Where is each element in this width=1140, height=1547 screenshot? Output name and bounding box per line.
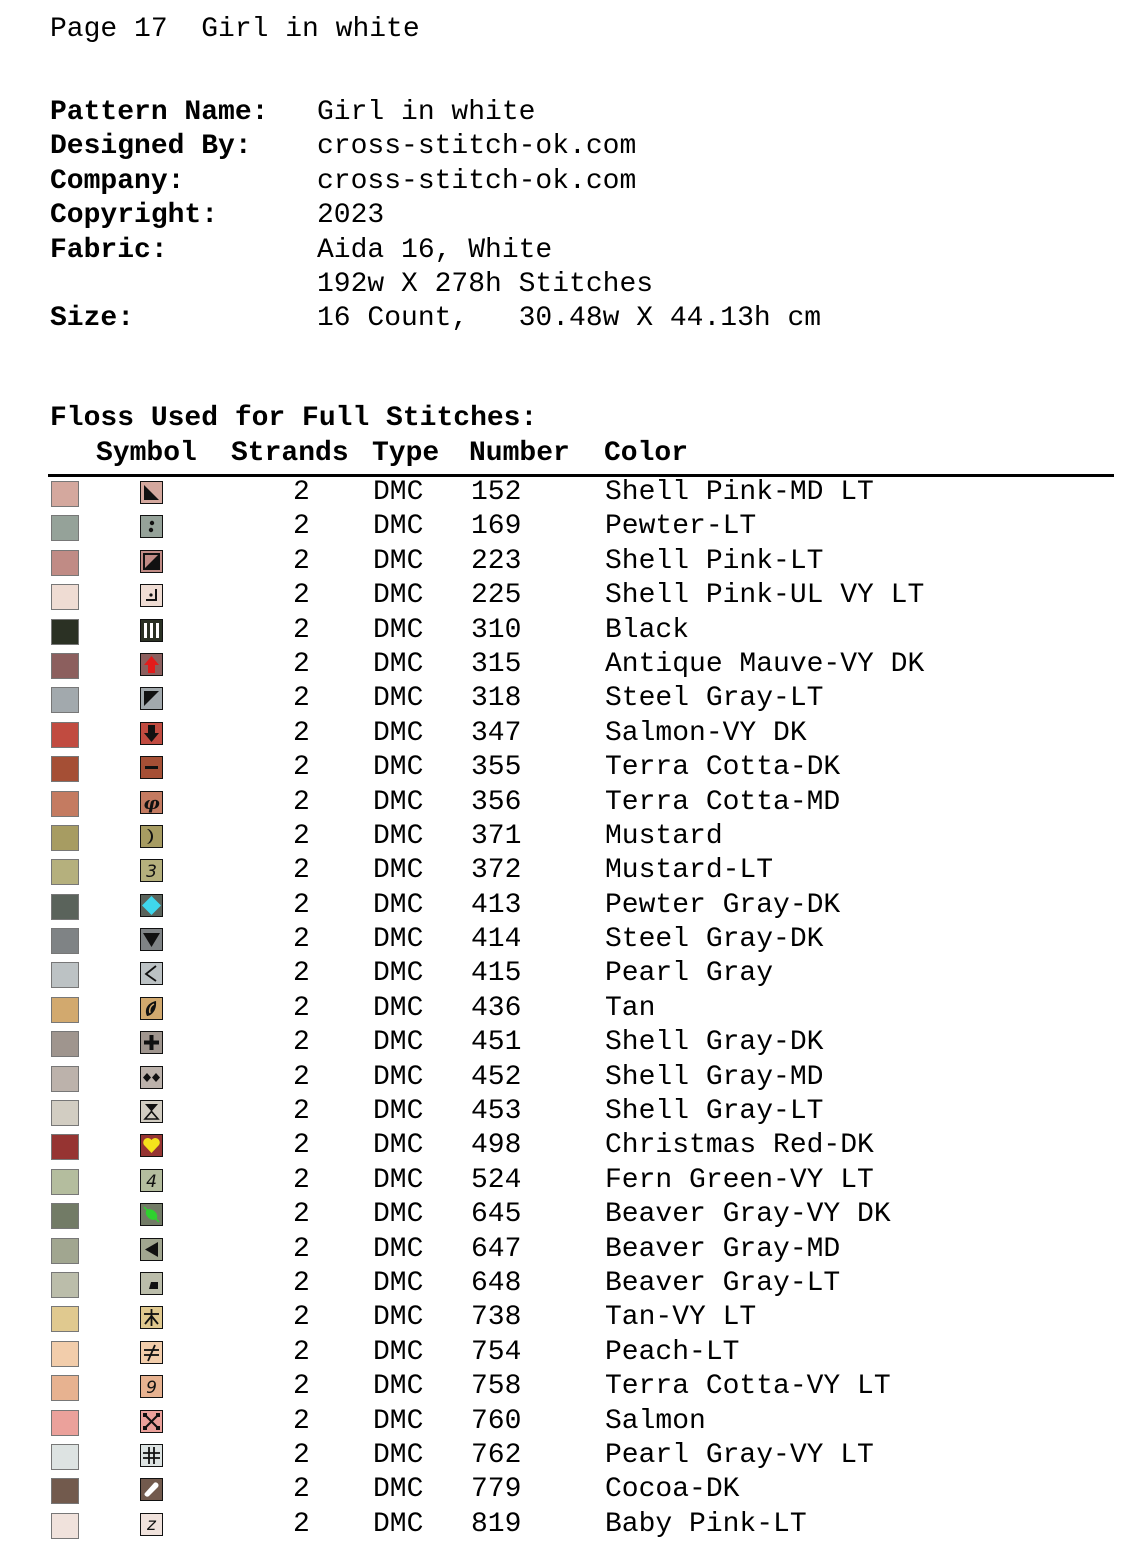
color-name-cell: Salmon (605, 1405, 706, 1437)
floss-row (0, 1235, 1140, 1269)
strands-cell: 2 (293, 683, 310, 715)
color-name-cell: Terra Cotta-MD (605, 786, 841, 818)
color-name-cell: Cocoa-DK (605, 1474, 740, 1506)
strands-cell: 2 (293, 855, 310, 887)
floss-row (0, 512, 1140, 546)
number-cell: 762 (471, 1439, 522, 1471)
strands-cell: 2 (293, 1336, 310, 1368)
svg-text:3: 3 (146, 862, 157, 882)
diamond-icon (140, 894, 163, 917)
color-name-cell: Baby Pink-LT (605, 1508, 807, 1540)
number-cell: 524 (471, 1164, 522, 1196)
color-name-cell: Peach-LT (605, 1336, 740, 1368)
floss-row (0, 1441, 1140, 1475)
color-name-cell: Terra Cotta-DK (605, 752, 841, 784)
strands-cell: 2 (293, 614, 310, 646)
color-name-cell: Shell Pink-UL VY LT (605, 580, 925, 612)
color-swatch (51, 584, 79, 610)
color-swatch (51, 997, 79, 1023)
type-cell: DMC (373, 717, 424, 749)
less-than-icon (140, 962, 163, 985)
floss-row (0, 1131, 1140, 1165)
hourglass-icon (140, 1100, 163, 1123)
type-cell: DMC (373, 889, 424, 921)
strands-cell: 2 (293, 477, 310, 508)
floss-table (0, 478, 1140, 1544)
floss-row (0, 1475, 1140, 1509)
pattern-info (50, 96, 821, 337)
color-name-cell: Tan (605, 992, 656, 1024)
color-swatch (51, 791, 79, 817)
strands-cell: 2 (293, 820, 310, 852)
green-blob-icon (140, 1203, 163, 1226)
flag-triangle-icon (140, 687, 163, 710)
color-name-cell: Beaver Gray-LT (605, 1267, 841, 1299)
color-name-cell: Black (605, 614, 690, 646)
column-header-symbol: Symbol (96, 438, 197, 469)
strands-cell: 2 (293, 1474, 310, 1506)
number-cell: 760 (471, 1405, 522, 1437)
color-name-cell: Antique Mauve-VY DK (605, 648, 925, 680)
number-cell: 779 (471, 1474, 522, 1506)
color-name-cell: Pewter Gray-DK (605, 889, 841, 921)
color-swatch (51, 1169, 79, 1195)
info-row-copyright (50, 199, 821, 233)
info-label: Fabric: (50, 234, 168, 266)
strands-cell: 2 (293, 1302, 310, 1334)
column-header-strands: Strands (231, 438, 349, 469)
info-value: 16 Count, 30.48w X 44.13h cm (317, 303, 822, 335)
strands-cell: 2 (293, 1405, 310, 1437)
floss-row (0, 753, 1140, 787)
half-square-icon (140, 550, 163, 573)
color-swatch (51, 619, 79, 645)
color-swatch (51, 1272, 79, 1298)
svg-text:φ: φ (143, 792, 160, 813)
color-name-cell: Mustard-LT (605, 855, 774, 887)
type-cell: DMC (373, 614, 424, 646)
color-swatch (51, 481, 79, 507)
floss-row (0, 788, 1140, 822)
strands-cell: 2 (293, 1130, 310, 1162)
floss-row (0, 1028, 1140, 1062)
color-swatch (51, 550, 79, 576)
strands-cell: 2 (293, 1027, 310, 1059)
color-name-cell: Tan-VY LT (605, 1302, 757, 1334)
number-cell: 819 (471, 1508, 522, 1540)
type-cell: DMC (373, 1439, 424, 1471)
svg-text:4: 4 (146, 1171, 157, 1191)
minus-icon (140, 756, 163, 779)
number-cell: 347 (471, 717, 522, 749)
number-cell: 371 (471, 820, 522, 852)
colon-icon (140, 515, 163, 538)
info-row-stitches (50, 268, 821, 302)
floss-row (0, 1407, 1140, 1441)
color-swatch (51, 1134, 79, 1160)
color-swatch (51, 756, 79, 782)
color-swatch (51, 928, 79, 954)
floss-row (0, 925, 1140, 959)
x-dots-icon (140, 1410, 163, 1433)
type-cell: DMC (373, 1302, 424, 1334)
floss-row (0, 547, 1140, 581)
info-label (50, 268, 317, 302)
number-cell: 451 (471, 1027, 522, 1059)
color-swatch (51, 1375, 79, 1401)
number-cell: 738 (471, 1302, 522, 1334)
floss-row (0, 1063, 1140, 1097)
color-swatch (51, 1066, 79, 1092)
number-cell: 413 (471, 889, 522, 921)
floss-row (0, 856, 1140, 890)
not-equal-icon (140, 1341, 163, 1364)
number-cell: 372 (471, 855, 522, 887)
floss-row (0, 891, 1140, 925)
color-name-cell: Mustard (605, 820, 723, 852)
number-cell: 452 (471, 1061, 522, 1093)
type-cell: DMC (373, 1405, 424, 1437)
color-name-cell: Beaver Gray-VY DK (605, 1199, 891, 1231)
floss-row (0, 719, 1140, 753)
floss-row (0, 1200, 1140, 1234)
up-arrow-icon (140, 653, 163, 676)
floss-row (0, 1372, 1140, 1406)
floss-row (0, 1338, 1140, 1372)
hook-icon (140, 584, 163, 607)
plus-icon (140, 1031, 163, 1054)
type-cell: DMC (373, 820, 424, 852)
strands-cell: 2 (293, 545, 310, 577)
color-name-cell: Shell Gray-LT (605, 1096, 824, 1128)
info-row-size (50, 302, 821, 336)
down-arrow-icon (140, 722, 163, 745)
number-cell: 225 (471, 580, 522, 612)
svg-text:9: 9 (146, 1378, 157, 1398)
color-name-cell: Shell Gray-MD (605, 1061, 824, 1093)
column-header-number: Number (469, 438, 570, 469)
crescent-icon (140, 825, 163, 848)
hash-icon (140, 1444, 163, 1467)
strands-cell: 2 (293, 717, 310, 749)
strands-cell: 2 (293, 752, 310, 784)
color-swatch (51, 1513, 79, 1539)
number-cell: 436 (471, 992, 522, 1024)
color-name-cell: Steel Gray-LT (605, 683, 824, 715)
column-header-type: Type (372, 438, 440, 469)
color-name-cell: Pearl Gray-VY LT (605, 1439, 874, 1471)
strands-cell: 2 (293, 1199, 310, 1231)
color-swatch (51, 1444, 79, 1470)
type-cell: DMC (373, 924, 424, 956)
down-triangle-icon (140, 928, 163, 951)
info-value: cross-stitch-ok.com (317, 165, 637, 197)
strands-cell: 2 (293, 992, 310, 1024)
type-cell: DMC (373, 1130, 424, 1162)
type-cell: DMC (373, 545, 424, 577)
info-label: Pattern Name: (50, 97, 269, 128)
floss-section-title: Floss Used for Full Stitches: (50, 403, 538, 434)
color-name-cell: Pewter-LT (605, 511, 757, 543)
heart-icon (140, 1134, 163, 1157)
strands-cell: 2 (293, 1439, 310, 1471)
color-name-cell: Terra Cotta-VY LT (605, 1371, 891, 1403)
color-swatch (51, 894, 79, 920)
type-cell: DMC (373, 1336, 424, 1368)
color-swatch (51, 962, 79, 988)
number-cell: 355 (471, 752, 522, 784)
strands-cell: 2 (293, 958, 310, 990)
color-name-cell: Beaver Gray-MD (605, 1233, 841, 1265)
floss-row (0, 1510, 1140, 1544)
floss-row (0, 684, 1140, 718)
color-swatch (51, 1478, 79, 1504)
number-cell: 754 (471, 1336, 522, 1368)
type-cell: DMC (373, 648, 424, 680)
color-swatch (51, 1410, 79, 1436)
info-label: Designed By: (50, 131, 252, 163)
type-cell: DMC (373, 1027, 424, 1059)
info-row-pattern-name (50, 96, 821, 130)
phi-icon (140, 791, 163, 814)
type-cell: DMC (373, 855, 424, 887)
white-slash-icon (140, 1478, 163, 1501)
strands-cell: 2 (293, 1371, 310, 1403)
type-cell: DMC (373, 683, 424, 715)
strands-cell: 2 (293, 511, 310, 543)
strands-cell: 2 (293, 648, 310, 680)
info-label: Copyright: (50, 200, 219, 232)
info-label: Size: (50, 303, 135, 335)
color-name-cell: Salmon-VY DK (605, 717, 807, 749)
info-label: Company: (50, 165, 185, 197)
strands-cell: 2 (293, 1233, 310, 1265)
bars-icon (140, 619, 163, 642)
number-cell: 356 (471, 786, 522, 818)
page-title: Page 17 Girl in white (50, 14, 420, 45)
type-cell: DMC (373, 1199, 424, 1231)
strands-cell: 2 (293, 1096, 310, 1128)
digit-4-icon (140, 1169, 163, 1192)
floss-row (0, 581, 1140, 615)
color-swatch (51, 825, 79, 851)
type-cell: DMC (373, 1096, 424, 1128)
digit-3-icon (140, 859, 163, 882)
letter-z-icon (140, 1513, 163, 1536)
left-triangle-icon (140, 1238, 163, 1261)
color-swatch (51, 1341, 79, 1367)
number-cell: 152 (471, 477, 522, 508)
number-cell: 648 (471, 1267, 522, 1299)
digit-9-icon (140, 1375, 163, 1398)
color-swatch (51, 1306, 79, 1332)
color-name-cell: Shell Gray-DK (605, 1027, 824, 1059)
number-cell: 414 (471, 924, 522, 956)
number-cell: 453 (471, 1096, 522, 1128)
type-cell: DMC (373, 786, 424, 818)
svg-text:z: z (147, 1514, 156, 1535)
type-cell: DMC (373, 1061, 424, 1093)
color-name-cell: Fern Green-VY LT (605, 1164, 874, 1196)
floss-row (0, 822, 1140, 856)
strands-cell: 2 (293, 1508, 310, 1540)
color-swatch (51, 1031, 79, 1057)
strands-cell: 2 (293, 1267, 310, 1299)
number-cell: 647 (471, 1233, 522, 1265)
step-icon (140, 1272, 163, 1295)
floss-row (0, 478, 1140, 512)
double-diamond-icon (140, 1066, 163, 1089)
color-name-cell: Shell Pink-MD LT (605, 477, 874, 508)
color-swatch (51, 1203, 79, 1229)
strands-cell: 2 (293, 924, 310, 956)
number-cell: 758 (471, 1371, 522, 1403)
info-row-designed-by (50, 130, 821, 164)
color-swatch (51, 687, 79, 713)
info-value: 192w X 278h Stitches (317, 268, 654, 300)
number-cell: 645 (471, 1199, 522, 1231)
type-cell: DMC (373, 752, 424, 784)
leaf-icon (140, 997, 163, 1020)
color-name-cell: Shell Pink-LT (605, 545, 824, 577)
number-cell: 315 (471, 648, 522, 680)
type-cell: DMC (373, 1508, 424, 1540)
color-swatch (51, 1238, 79, 1264)
number-cell: 498 (471, 1130, 522, 1162)
floss-row (0, 1097, 1140, 1131)
floss-row (0, 616, 1140, 650)
floss-row (0, 959, 1140, 993)
floss-row (0, 1269, 1140, 1303)
type-cell: DMC (373, 1474, 424, 1506)
color-swatch (51, 1100, 79, 1126)
strands-cell: 2 (293, 1061, 310, 1093)
column-header-color: Color (604, 438, 689, 469)
info-row-company (50, 165, 821, 199)
floss-row (0, 1303, 1140, 1337)
color-swatch (51, 515, 79, 541)
type-cell: DMC (373, 1371, 424, 1403)
color-name-cell: Pearl Gray (605, 958, 774, 990)
asterisk-tree-icon (140, 1306, 163, 1329)
color-swatch (51, 722, 79, 748)
number-cell: 310 (471, 614, 522, 646)
strands-cell: 2 (293, 1164, 310, 1196)
type-cell: DMC (373, 511, 424, 543)
floss-row (0, 1166, 1140, 1200)
number-cell: 223 (471, 545, 522, 577)
floss-row (0, 650, 1140, 684)
type-cell: DMC (373, 1233, 424, 1265)
floss-row (0, 994, 1140, 1028)
type-cell: DMC (373, 1267, 424, 1299)
info-value: 2023 (317, 200, 385, 232)
number-cell: 318 (471, 683, 522, 715)
type-cell: DMC (373, 958, 424, 990)
info-value: cross-stitch-ok.com (317, 131, 637, 163)
info-row-fabric (50, 234, 821, 268)
strands-cell: 2 (293, 786, 310, 818)
corner-triangle-icon (140, 481, 163, 504)
number-cell: 169 (471, 511, 522, 543)
strands-cell: 2 (293, 580, 310, 612)
strands-cell: 2 (293, 889, 310, 921)
type-cell: DMC (373, 580, 424, 612)
info-value: Aida 16, White (317, 234, 553, 266)
type-cell: DMC (373, 992, 424, 1024)
number-cell: 415 (471, 958, 522, 990)
color-swatch (51, 653, 79, 679)
type-cell: DMC (373, 477, 424, 508)
color-name-cell: Steel Gray-DK (605, 924, 824, 956)
header-divider (48, 474, 1114, 477)
color-name-cell: Christmas Red-DK (605, 1130, 874, 1162)
info-value: Girl in white (317, 97, 536, 128)
color-swatch (51, 859, 79, 885)
type-cell: DMC (373, 1164, 424, 1196)
